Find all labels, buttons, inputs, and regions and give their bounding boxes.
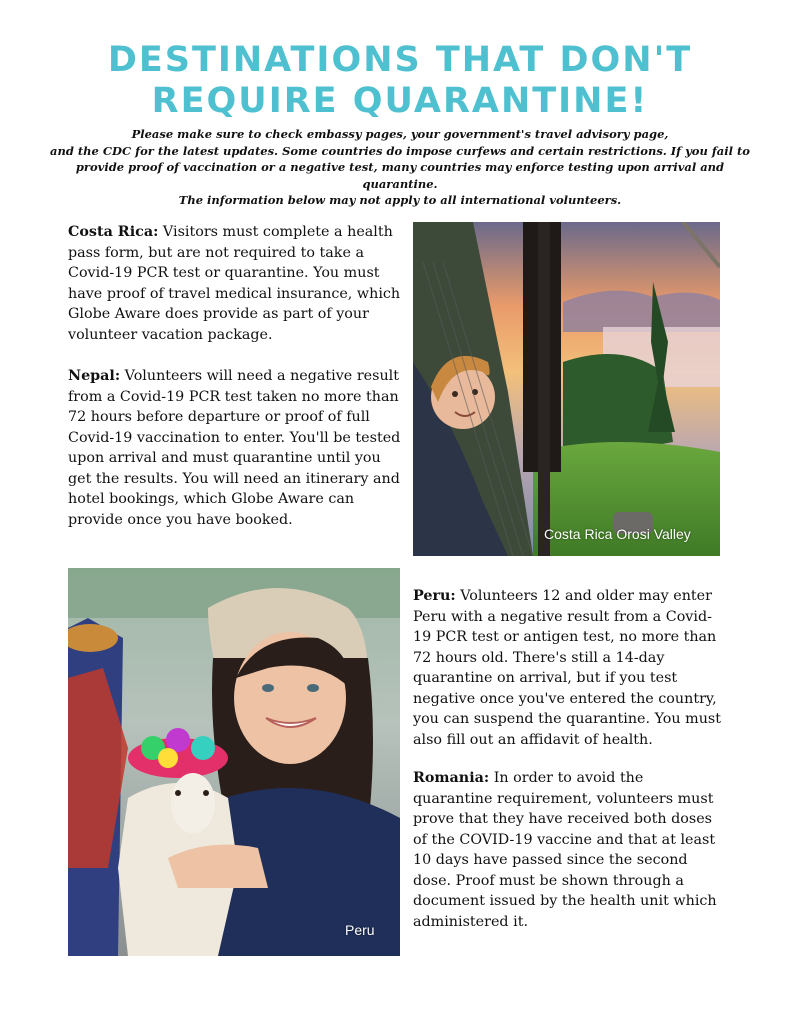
romania-text: In order to avoid the quarantine requirement, volunteers must prove that they have received both doses of the COVID-19 vaccine and that at least 10 days have passed since the second dose. Proof must be shown through a document issued by the health unit which administered it. bbox=[413, 770, 717, 930]
advisory-line-2: and the CDC for the latest updates. Some countries do impose curfews and certain restrictions. If you fail to bbox=[50, 143, 750, 158]
nepal-label: Nepal: bbox=[68, 368, 121, 384]
romania-section bbox=[413, 768, 725, 932]
costa-rica-section bbox=[68, 222, 404, 345]
advisory-line-3: provide proof of vaccination or a negative test, many countries may enforce testing upon arrival and quarantine. bbox=[75, 160, 725, 191]
nepal-text: Volunteers will need a negative result from a Covid-19 PCR test taken no more than 72 hours before departure or proof of full Covid-19 vaccination to enter. You'll be tested upon arrival and must quarantine until you get the results. You will need an itinerary and hotel bookings, which Globe Aware can provide once you have booked. bbox=[68, 368, 401, 528]
page-title bbox=[0, 40, 800, 122]
costa-rica-label: Costa Rica: bbox=[68, 224, 159, 240]
peru-caption: Peru bbox=[345, 922, 375, 938]
costa-rica-caption: Costa Rica Orosi Valley bbox=[544, 526, 691, 542]
peru-text: Volunteers 12 and older may enter Peru with a negative result from a Covid-19 PCR test or antigen test, no more than 72 hours old. There's still a 14-day quarantine on arrival, but if you test negative once you've entered the country, you can suspend the quarantine. You must also fill out an affidavit of health. bbox=[413, 588, 722, 748]
costa-rica-photo bbox=[413, 222, 720, 556]
title-line-1: DESTINATIONS THAT DON'T bbox=[107, 40, 693, 80]
advisory-line-4: The information below may not apply to all international volunteers. bbox=[178, 193, 622, 207]
title-line-2: REQUIRE QUARANTINE! bbox=[151, 81, 649, 121]
romania-label: Romania: bbox=[413, 770, 490, 786]
costa-rica-text: Visitors must complete a health pass form, but are not required to take a Covid-19 PCR test or quarantine. You must have proof of travel medical insurance, which Globe Aware does provide as part of your volunteer vacation package. bbox=[68, 224, 401, 343]
nepal-section bbox=[68, 366, 404, 530]
peru-photo bbox=[68, 568, 400, 956]
advisory-note bbox=[40, 126, 760, 209]
advisory-line-1: Please make sure to check embassy pages, your government's travel advisory page, bbox=[131, 127, 669, 141]
peru-section bbox=[413, 586, 725, 750]
peru-label: Peru: bbox=[413, 588, 456, 604]
